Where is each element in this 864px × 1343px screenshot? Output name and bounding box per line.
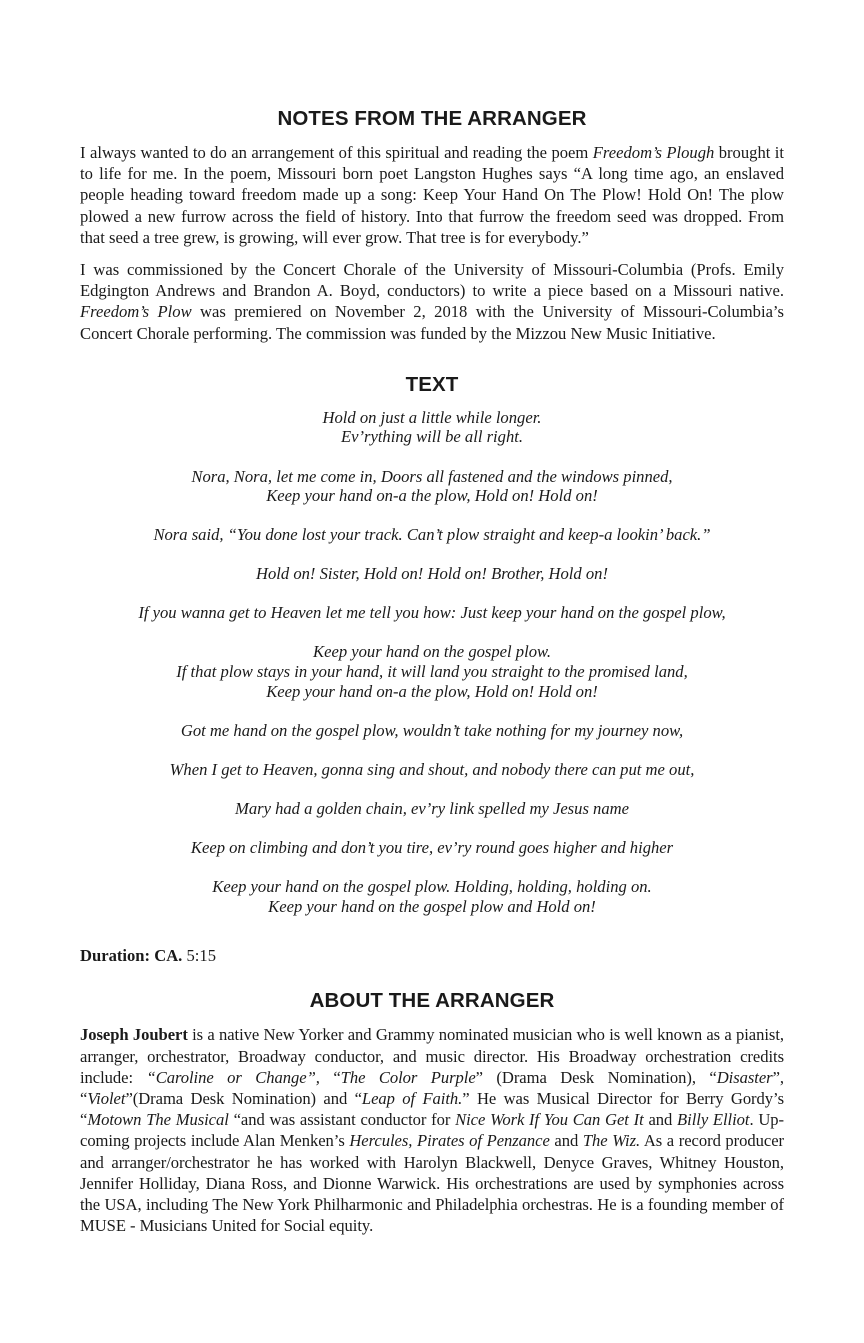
bio-text: “: [319, 1067, 341, 1087]
duration-label: Duration: CA.: [80, 946, 183, 966]
notes-p2-pre: I was commissioned by the Concert Chorale of the University of Missouri-Columbia (Profs. Emily Edgington Andrews and Brandon A. Boyd, conductors) to write a piece based on a Missouri native.: [80, 260, 784, 301]
lyric-stanza: [80, 760, 784, 780]
bio-text: is a native New Yorker and Grammy nominated musician who is well known as a pianist, arranger, orchestrator, Broadway conductor, and music director. His Broadway orchestration credits include:: [80, 1025, 784, 1087]
bio-text: “and was assistant conductor for: [228, 1110, 456, 1130]
credit-caroline: “Caroline or Change”,: [146, 1067, 320, 1087]
lyric-stanza: [80, 603, 784, 623]
lyric-line: If that plow stays in your hand, it will land you straight to the promised land,: [176, 662, 688, 682]
credit-violet: Violet: [87, 1088, 126, 1108]
poem-title: Freedom’s Plough: [592, 143, 715, 162]
lyrics-block: [80, 408, 784, 917]
lyric-line: Keep on climbing and don’t you tire, ev’ry round goes higher and higher: [190, 838, 674, 858]
lyric-stanza: [80, 838, 784, 858]
lyric-stanza: [80, 877, 784, 916]
lyric-stanza: [80, 721, 784, 741]
lyric-stanza: [80, 467, 784, 506]
duration-line: [80, 946, 784, 966]
lyric-line: Ev’rything will be all right.: [340, 427, 524, 447]
credit-color-purple: The Color Purple: [340, 1067, 476, 1087]
notes-paragraph-2: [80, 259, 784, 344]
arranger-bio: [80, 1024, 784, 1236]
lyric-line: Got me hand on the gospel plow, wouldn’t take nothing for my journey now,: [180, 720, 684, 740]
bio-text: ” He was Musical Director for Berry Gordy’s “: [80, 1088, 784, 1130]
credit-leap-of-faith: Leap of Faith.: [361, 1088, 463, 1108]
credit-disaster: Disaster: [716, 1067, 773, 1087]
notes-p2-post: was premiered on November 2, 2018 with the University of Missouri-Columbia’s Concert Chorale performing. The commission was funded by the Mizzou New Music Initiative.: [80, 302, 784, 343]
lyric-stanza: [80, 408, 784, 447]
lyric-line: Keep your hand on-a the plow, Hold on! Hold on!: [266, 486, 598, 506]
notes-paragraph-1: [80, 142, 784, 248]
lyric-line: Nora, Nora, let me come in, Doors all fastened and the windows pinned,: [191, 466, 673, 486]
credit-hercules: Hercules, Pirates of Penzance: [349, 1131, 550, 1151]
lyric-stanza: [80, 525, 784, 545]
notes-p1-pre: I always wanted to do an arrangement of this spiritual and reading the poem: [80, 143, 593, 162]
lyric-line: Keep your hand on-a the plow, Hold on! Hold on!: [266, 681, 598, 701]
credit-billy-elliot: Billy Elliot: [677, 1110, 750, 1130]
lyric-line: Keep your hand on the gospel plow. Holding, holding, holding on.: [212, 877, 652, 897]
lyric-line: When I get to Heaven, gonna sing and shout, and nobody there can put me out,: [169, 759, 695, 779]
bio-text: ” (Drama Desk Nomination), “: [475, 1067, 717, 1087]
bio-text: ”, “: [80, 1067, 784, 1108]
notes-p1-post: brought it to life for me. In the poem, Missouri born poet Langston Hughes says “A long time ago, an enslaved people heading toward freedom made up a song: Keep Your Hand On The Plow! Hold On! The plow plowed a new furrow across the field of history. Into that furrow the freedom seed was dropped. From that seed a tree grew, is growing, will ever grow. That tree is for everybody.”: [80, 143, 785, 247]
page-content: [80, 106, 784, 1236]
bio-text: ”(Drama Desk Nomination) and “: [125, 1088, 362, 1108]
lyric-stanza: [80, 799, 784, 819]
lyric-line: Keep your hand on the gospel plow and Hold on!: [268, 896, 596, 916]
lyric-line: Mary had a golden chain, ev’ry link spelled my Jesus name: [235, 798, 629, 818]
credit-motown: Motown The Musical: [87, 1110, 229, 1130]
text-heading: TEXT: [405, 372, 459, 396]
lyric-stanza: [80, 564, 784, 584]
lyric-line: Hold on just a little while longer.: [322, 407, 542, 427]
bio-text: As a record producer and arranger/orchestrator he has worked with Harolyn Blackwell, Denyce Graves, Whitney Houston, Jennifer Holliday, Diana Ross, and Dionne Warwick. His orchestrations are used by symphonies across the USA, including The New York Philharmonic and Philadelphia orchestras. He is a founding member of MUSE - Musicians United for Social equity.: [80, 1131, 784, 1236]
bio-text: and: [549, 1131, 583, 1151]
lyric-line: Nora said, “You done lost your track. Can’t plow straight and keep-a lookin’ back.”: [153, 525, 711, 545]
bio-text: . Up-coming projects include Alan Menken’s: [80, 1110, 785, 1151]
lyric-line: Hold on! Sister, Hold on! Hold on! Brother, Hold on!: [256, 564, 608, 584]
arranger-name: Joseph Joubert: [80, 1025, 188, 1045]
notes-heading: NOTES FROM THE ARRANGER: [277, 107, 587, 130]
credit-nice-work: Nice Work If You Can Get It: [455, 1110, 644, 1130]
work-title: Freedom’s Plow: [80, 302, 192, 322]
duration-value: 5:15: [186, 946, 216, 966]
lyric-line: Keep your hand on the gospel plow.: [313, 642, 551, 662]
about-heading: ABOUT THE ARRANGER: [309, 989, 555, 1013]
bio-text: and: [643, 1110, 678, 1130]
lyric-line: If you wanna get to Heaven let me tell you how: Just keep your hand on the gospel plow,: [138, 603, 726, 623]
lyric-stanza: [80, 642, 784, 701]
credit-wiz: The Wiz.: [582, 1131, 641, 1151]
